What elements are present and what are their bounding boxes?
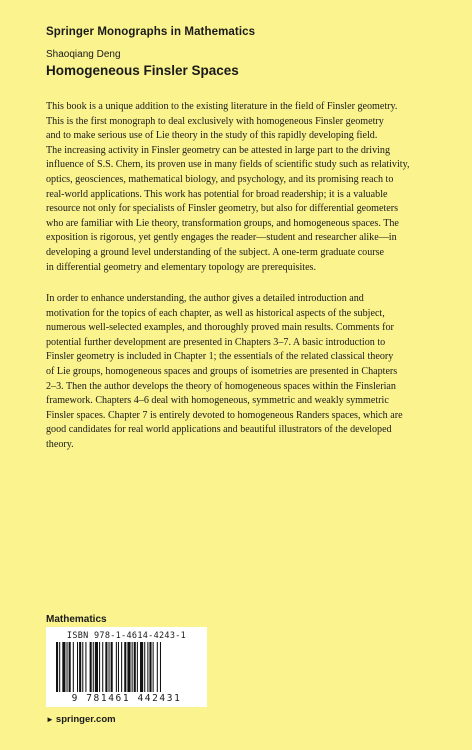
barcode-bar <box>116 642 117 692</box>
barcode-bar <box>127 642 130 692</box>
barcode-digits: 9 781461 442431 <box>71 693 182 704</box>
text-line: motivation for the topics of each chapter, as well as historical aspects of the subject, <box>46 307 385 319</box>
barcode-bar <box>134 642 136 692</box>
abstract-paragraph-2 <box>46 292 438 453</box>
isbn-label: ISBN 978-1-4614-4243-1 <box>66 631 187 641</box>
barcode-bar <box>144 642 145 692</box>
barcode-bar <box>153 642 154 692</box>
barcode-bar <box>85 642 86 692</box>
barcode-bar <box>79 642 81 692</box>
abstract-paragraph-1 <box>46 100 438 275</box>
text-line: Finsler geometry is included in Chapter 1; the essentials of the related classical theory <box>46 351 394 363</box>
barcode-bar <box>99 642 100 692</box>
text-line: This is the first monograph to deal exclusively with homogeneous Finsler geometry <box>46 115 384 127</box>
text-line: The increasing activity in Finsler geometry can be attested in large part to the driving <box>46 144 391 156</box>
author-name: Shaoqiang Deng <box>46 49 121 60</box>
publisher-site[interactable] <box>46 714 116 725</box>
text-line: good candidates for real world applications and beautiful illustrators of the developed <box>46 424 392 436</box>
barcode-bar <box>109 642 110 692</box>
barcode-bar <box>147 642 148 692</box>
barcode-bars <box>56 642 197 692</box>
barcode-bar <box>59 642 60 692</box>
barcode-bar <box>132 642 133 692</box>
text-line: who are familiar with Lie theory, transformation groups, and homogeneous spaces. The <box>46 217 399 229</box>
text-line: of Lie groups, homogeneous spaces and groups of isometries are presented in Chapters <box>46 365 398 377</box>
barcode-bar <box>67 642 68 692</box>
barcode-bar <box>137 642 138 692</box>
barcode-bar <box>102 642 103 692</box>
barcode <box>46 627 207 707</box>
barcode-bar <box>95 642 98 692</box>
text-line: resource not only for specialists of Finsler geometry, but also for differential geometers <box>46 203 399 215</box>
barcode-bar <box>73 642 74 692</box>
barcode-bar <box>124 642 126 692</box>
subject-label: Mathematics <box>46 614 107 625</box>
barcode-bar <box>140 642 143 692</box>
site-label: springer.com <box>55 714 116 725</box>
text-line: In order to enhance understanding, the author gives a detailed introduction and <box>46 293 364 304</box>
text-line: framework. Chapters 4–6 deal with homogeneous, symmetric and weakly symmetric <box>46 395 389 407</box>
text-line: Finsler spaces. Chapter 7 is entirely devoted to homogeneous Randers spaces, which are <box>46 409 403 421</box>
barcode-bar <box>93 642 94 692</box>
text-line: This book is a unique addition to the existing literature in the field of Finsler geometry. <box>46 101 398 112</box>
barcode-bar <box>160 642 161 692</box>
barcode-bar <box>56 642 58 692</box>
text-line: optics, geosciences, mathematical biology, and psychology, and its promising reach to <box>46 173 394 185</box>
text-line: in differential geometry and elementary topology are prerequisites. <box>46 261 317 273</box>
text-line: real-world applications. This work has potential for broad readership; it is a valuable <box>46 188 388 200</box>
text-line: 2–3. Then the author develops the theory of homogeneous spaces within the Finslerian <box>46 380 396 392</box>
text-line: theory. <box>46 438 74 450</box>
text-line: exposition is rigorous, yet gently engages the reader—student and researcher alike—in <box>46 232 397 244</box>
barcode-bar <box>157 642 158 692</box>
text-line: influence of S.S. Chern, its proven use in many fields of scientific study such as relativity, <box>46 159 410 171</box>
barcode-bar <box>77 642 78 692</box>
arrow-icon: ► <box>46 715 54 724</box>
barcode-bar <box>62 642 65 692</box>
barcode-bar <box>90 642 92 692</box>
book-title: Homogeneous Finsler Spaces <box>46 63 239 78</box>
series-name: Springer Monographs in Mathematics <box>46 26 256 38</box>
barcode-bar <box>82 642 83 692</box>
text-line: developing a ground level understanding of the subject. A one-term graduate course <box>46 246 385 258</box>
text-line: and to make serious use of Lie theory in the study of this rapidly developing field. <box>46 130 378 142</box>
barcode-bar <box>111 642 113 692</box>
text-line: numerous well-selected examples, and thoroughly proved main results. Comments for <box>46 322 394 334</box>
barcode-bar <box>121 642 122 692</box>
barcode-bar <box>118 642 119 692</box>
barcode-bar <box>105 642 107 692</box>
text-line: potential further development are presented in Chapters 3–7. A basic introduction to <box>46 336 386 348</box>
barcode-bar <box>149 642 151 692</box>
barcode-bar <box>69 642 71 692</box>
